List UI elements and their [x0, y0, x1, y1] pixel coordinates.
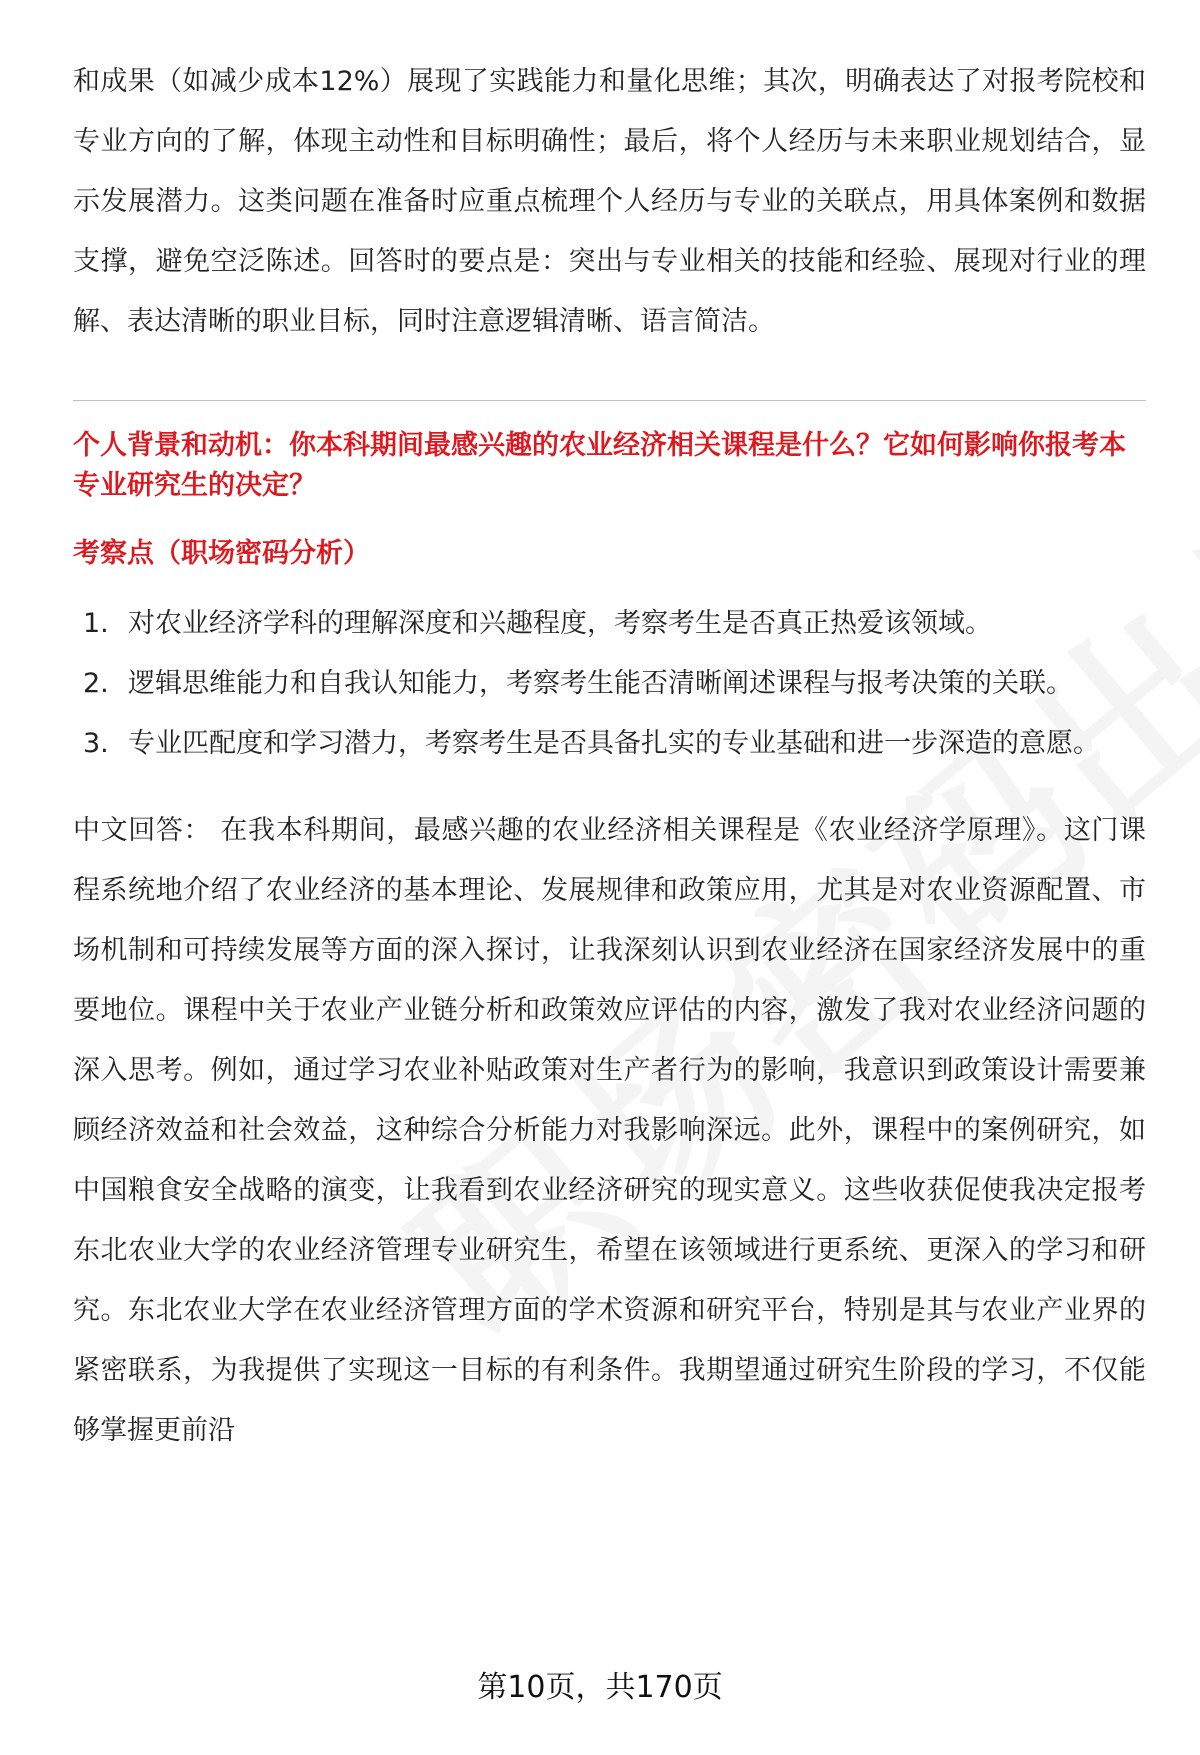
assessment-subheading: 考察点（职场密码分析）: [73, 538, 370, 569]
list-item-text: 对农业经济学科的理解深度和兴趣程度，考察考生是否真正热爱该领域。: [128, 608, 992, 639]
list-item: [73, 714, 1146, 774]
list-item-number: 2.: [83, 668, 109, 699]
list-item-number: 3.: [83, 728, 109, 759]
intro-paragraph: 和成果（如减少成本12%）展现了实践能力和量化思维；其次，明确表达了对报考院校和专业方向的了解，体现主动性和目标明确性；最后，将个人经历与未来职业规划结合，显示发展潜力。这类问题在准备时应重点梳理个人经历与专业的关联点，用具体案例和数据支撑，避免空泛陈述。回答时的要点是：突出与专业相关的技能和经验、展现对行业的理解、表达清晰的职业目标，同时注意逻辑清晰、语言简洁。: [73, 66, 1146, 337]
assessment-points-list: [73, 594, 1146, 774]
list-item-number: 1.: [83, 608, 109, 639]
question-heading: 个人背景和动机：你本科期间最感兴趣的农业经济相关课程是什么？它如何影响你报考本专业研究生的决定？: [73, 430, 1126, 501]
list-item-text: 专业匹配度和学习潜力，考察考生是否具备扎实的专业基础和进一步深造的意愿。: [128, 728, 1100, 759]
list-item-text: 逻辑思维能力和自我认知能力，考察考生能否清晰阐述课程与报考决策的关联。: [128, 668, 1073, 699]
list-item: [73, 654, 1146, 714]
section-divider: [73, 400, 1146, 401]
page-number-footer: 第10页，共170页: [477, 1670, 723, 1705]
page-content: [73, 52, 1146, 1461]
list-item: [73, 594, 1146, 654]
answer-paragraph: 中文回答： 在我本科期间，最感兴趣的农业经济相关课程是《农业经济学原理》。这门课程系统地介绍了农业经济的基本理论、发展规律和政策应用，尤其是对农业资源配置、市场机制和可持续发展等方面的深入探讨，让我深刻认识到农业经济在国家经济发展中的重要地位。课程中关于农业产业链分析和政策效应评估的内容，激发了我对农业经济问题的深入思考。例如，通过学习农业补贴政策对生产者行为的影响，我意识到政策设计需要兼顾经济效益和社会效益，这种综合分析能力对我影响深远。此外，课程中的案例研究，如中国粮食安全战略的演变，让我看到农业经济研究的现实意义。这些收获促使我决定报考东北农业大学的农业经济管理专业研究生，希望在该领域进行更系统、更深入的学习和研究。东北农业大学在农业经济管理方面的学术资源和研究平台，特别是其与农业产业界的紧密联系，为我提供了实现这一目标的有利条件。我期望通过研究生阶段的学习，不仅能够掌握更前沿: [73, 815, 1146, 1446]
